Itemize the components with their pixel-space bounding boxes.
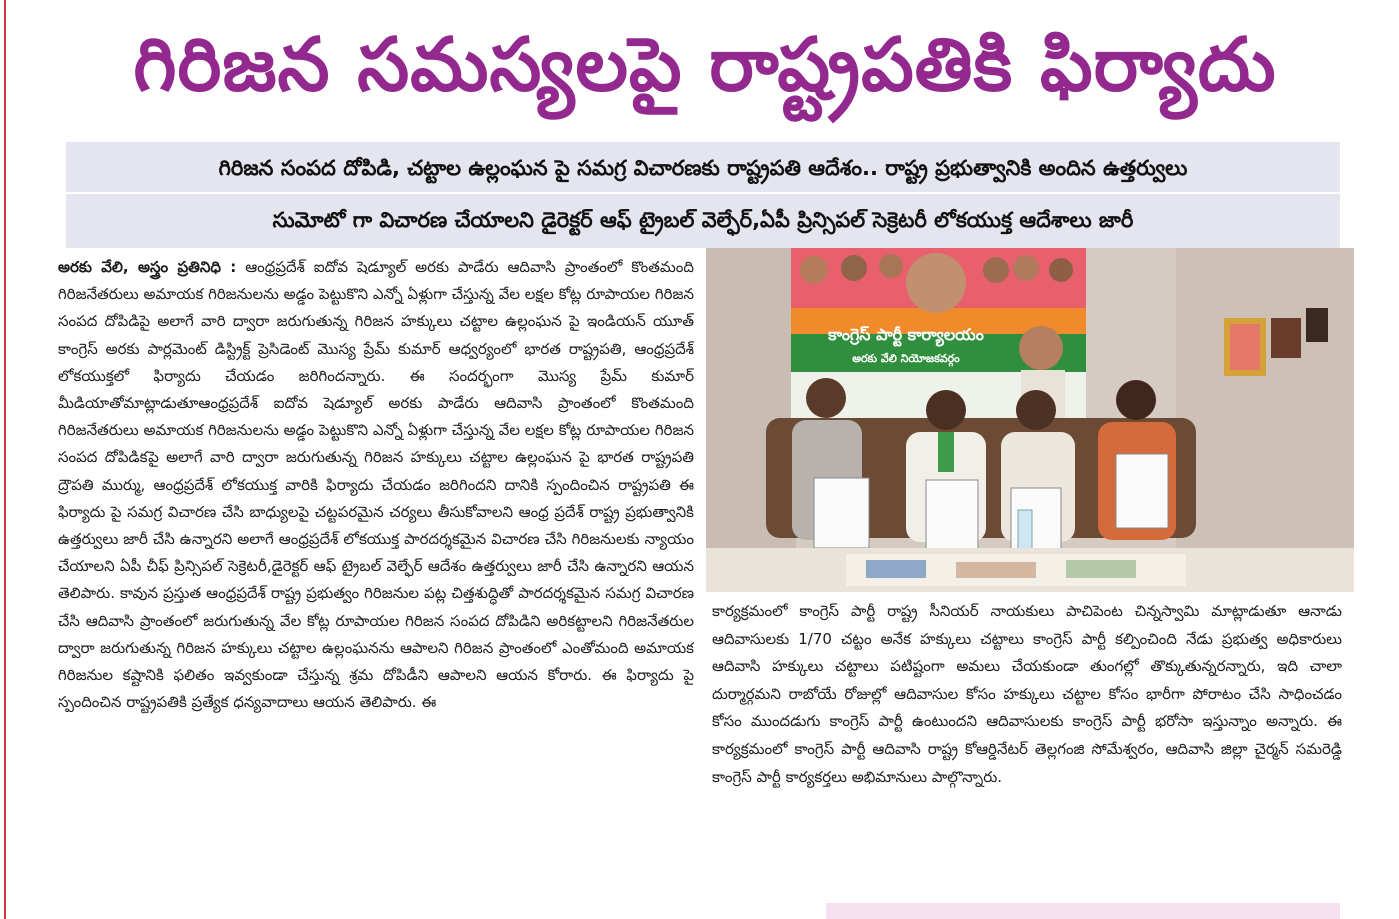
article-left-column — [58, 254, 694, 894]
next-article-box — [826, 903, 1340, 919]
news-photo — [706, 248, 1354, 592]
dateline: అరకు వేలి, అస్త్రం ప్రతినిధి : — [58, 258, 237, 276]
page-edge-rule — [4, 0, 6, 919]
banner-subtitle: అరకు వేలి నియోజకవర్గం — [852, 352, 960, 365]
subheadline-2: సుమోటో గా విచారణ చేయాలని డైరెక్టర్ ఆఫ్ ట్రైబల్ వెల్ఫేర్,ఏపీ ప్రిన్సిపల్ సెక్రెటరీ లోకయుక్త ఆదేశాలు జారీ — [272, 208, 1134, 232]
subheadline-box — [66, 142, 1340, 248]
subheadline-1: గిరిజన సంపద దోపిడి, చట్టాల ఉల్లంఘన పై సమగ్ర విచారణకు రాష్ట్రపతి ఆదేశం.. రాష్ట్ర ప్రభుత్వానికి అందిన ఉత్తర్వులు — [218, 156, 1188, 180]
headline: గిరిజన సమస్యలపై రాష్ట్రపతికి ఫిర్యాదు — [133, 22, 1277, 108]
banner-title: కాంగ్రెస్ పార్టీ కార్యాలయం — [828, 325, 984, 344]
subheadline-divider — [66, 192, 1340, 194]
article-right-column: కార్యక్రమంలో కాంగ్రెస్ పార్టీ రాష్ట్ర సీనియర్ నాయకులు పాచిపెంట చిన్నస్వామి మాట్లాడుతూ ఆనాడు ఆదివాసులకు 1/70 చట్టం అనేక హక్కులు చట్టాలు కాంగ్రెస్ పార్టీ కల్పించింది నేడు ప్రభుత్వ అధికారులు ఆదివాసి హక్కులు చట్టాలు పటిష్టంగా అమలు చేయకుండా తుంగల్లో తొక్కుతున్నరన్నారు, ఇది చాలా దుర్మార్గమని రాబోయే రోజుల్లో ఆదివాసుల కోసం హక్కులు చట్టాల కోసం భారీగా పోరాటం చేసి సాధించడం కోసం ముందడుగు కాంగ్రెస్ పార్టీ ఉంటుందని ఆదివాసులకు కాంగ్రెస్ పార్టీ భరోసా ఇస్తున్నాం అన్నారు. ఈ కార్యక్రమంలో కాంగ్రెస్ పార్టీ ఆదివాసి రాష్ట్ర కోఆర్డినేటర్ తెల్లగంజి సోమేశ్వరం, ఆదివాసి జిల్లా చైర్మన్ సమరెడ్డి కాంగ్రెస్ పార్టీ కార్యకర్తలు అభిమానులు పాల్గొన్నారు. — [712, 602, 1342, 786]
photo-illustration — [706, 248, 1354, 592]
article-body-left: ఆంధ్రప్రదేశ్ ఐదోవ షెడ్యూల్ అరకు పాడేరు ఆదివాసి ప్రాంతంలో కొంతమంది గిరిజనేతరులు అమాయక గిరిజనులను అడ్డం పెట్టుకొని ఎన్నో ఏళ్లుగా చేస్తున్న వేల లక్షల కోట్ల రూపాయల గిరిజన సంపద దోపిడిపై అలాగే వారి ద్వారా జరుగుతున్న గిరిజన హక్కులు చట్టాల ఉల్లంఘన పై ఇండియన్ యూత్ కాంగ్రెస్ అరకు పార్లమెంట్ డిస్ట్రిక్ట్ ప్రెసిడెంట్ మొస్య ప్రేమ్ కుమార్ ఆధ్వర్యంలో భారత రాష్ట్రపతి, ఆంధ్రప్రదేశ్ లోకయుక్తలో ఫిర్యాదు చేయడం జరిగిందన్నారు. ఈ సందర్భంగా మొస్య ప్రేమ్ కుమార్ మీడియాతోమాట్లాడుతూఆంధ్రప్రదేశ్ ఐదోవ షెడ్యూల్ అరకు పాడేరు ఆదివాసి ప్రాంతంలో కొంతమంది గిరిజనేతరులు అమాయక గిరిజనులను అడ్డం పెట్టుకొని ఎన్నో ఏళ్లుగా చేస్తున్న వేల లక్షల కోట్ల రూపాయల గిరిజన సంపద దోపిడికపై అలాగే వారి ద్వారా జరుగుతున్న గిరిజన హక్కులు చట్టాల ఉల్లంఘన పై భారత రాష్ట్రపతి ద్రౌపతి ముర్ము, ఆంధ్రప్రదేశ్ లోకయుక్త వారికి ఫిర్యాదు చేయడం జరిగిందని దానికి స్పందించిన రాష్ట్రపతి ఈ ఫిర్యాదు పై సమగ్ర విచారణ చేసి బాధ్యులపై చట్టపరమైన చర్యలు తీసుకోవాలని ఆంధ్ర ప్రదేశ్ రాష్ట్ర ప్రభుత్వానికి ఉత్తర్వులు జారీ చేసి ఉన్నారని అలాగే ఆంధ్రప్రదేశ్ లోకయుక్త పారదర్శకమైన విచారణ చేసి గిరిజనులకు న్యాయం చేయాలని ఏపీ చీఫ్ ప్రిన్సిపల్ సెక్రెటరీ,డైరెక్టర్ ఆఫ్ ట్రైబల్ వెల్ఫేర్ ఆదేశం ఉత్తర్వులు జారీ చేసి ఉన్నారని ఆయన తెలిపారు. కావున ప్రస్తుత ఆంధ్రప్రదేశ్ రాష్ట్ర ప్రభుత్వం గిరిజనుల పట్ల చిత్తశుద్ధితో పారదర్శకమైన సమగ్ర విచారణ చేసి ఆదివాసి ప్రాంతంలో జరుగుతున్న వేల కోట్ల రూపాయల గిరిజన సంపద దోపిడిని అరికట్టాలని గిరిజనేతరుల ద్వారా జరుగుతున్న గిరిజన హక్కులు చట్టాల ఉల్లంఘనను ఆపాలని గిరిజన ప్రాంతంలో ఎంతోమంది అమాయక గిరిజనుల కష్టానికి ఫలితం ఇవ్వకుండా చేస్తున్న శ్రమ దోపిడీని ఆపాలని ఆయన కోరారు. ఈ ఫిర్యాదు పై స్పందించిన రాష్ట్రపతికి ప్రత్యేక ధన్యవాదాలు ఆయన తెలిపారు. ఈ — [58, 258, 694, 712]
